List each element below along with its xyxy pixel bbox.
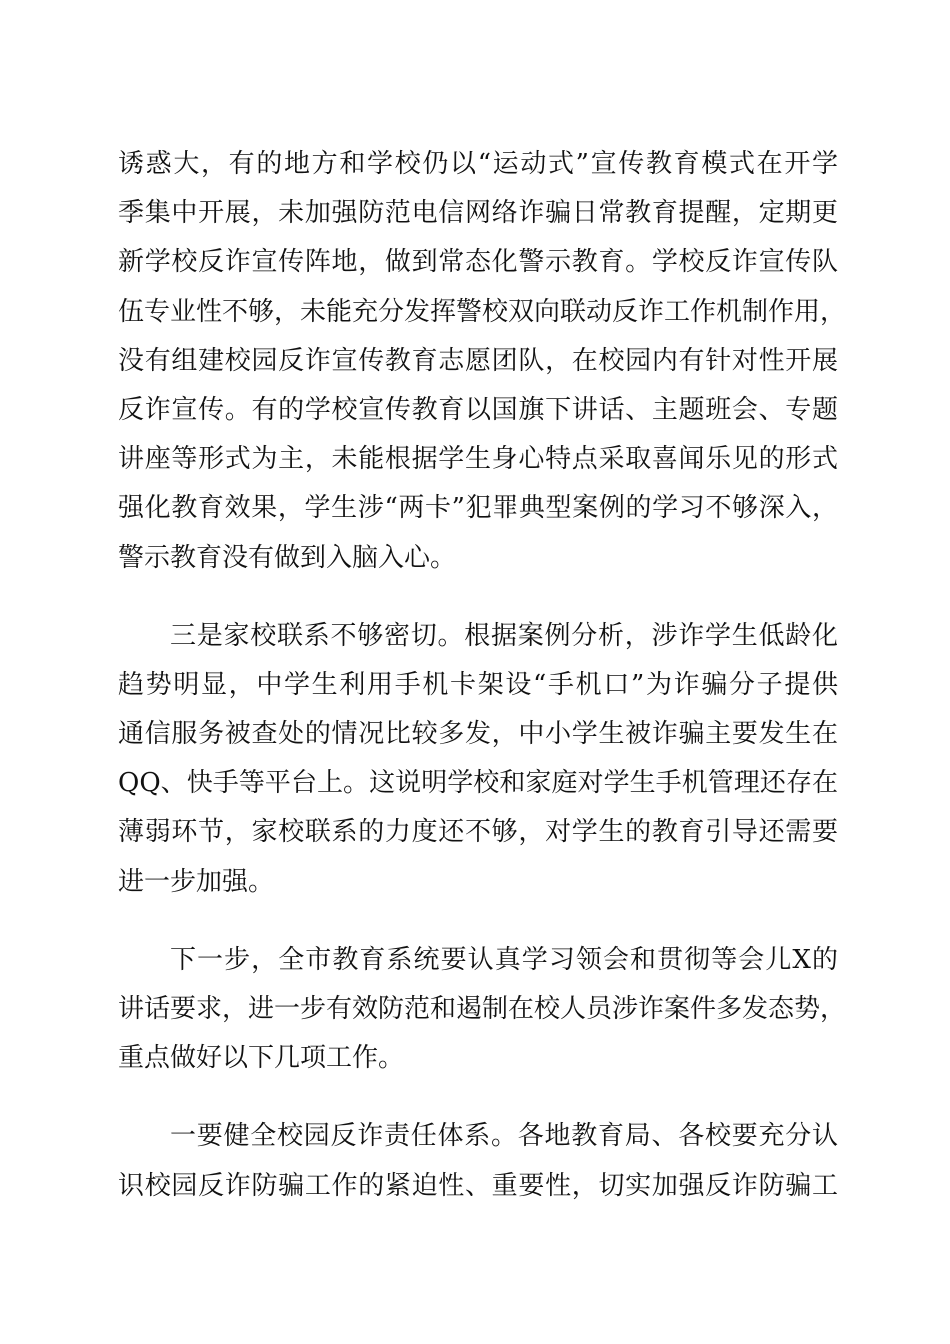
paragraph-line: 没有组建校园反诈宣传教育志愿团队，在校园内有针对性开展 (118, 345, 838, 376)
paragraph-line-first: 一要健全校园反诈责任体系。各地教育局、各校要充分认 (170, 1121, 838, 1152)
paragraph-line: 趋势明显，中学生利用手机卡架设“手机口”为诈骗分子提供 (118, 669, 838, 700)
document-body (118, 140, 847, 1211)
paragraph-line: 讲座等形式为主，未能根据学生身心特点采取喜闻乐见的形式 (118, 444, 838, 475)
paragraph-3 (118, 936, 847, 1084)
paragraph-line-first: 下一步，全市教育系统要认真学习领会和贯彻等会儿X的 (170, 944, 838, 975)
paragraph-line: QQ、快手等平台上。这说明学校和家庭对学生手机管理还存在 (118, 768, 838, 799)
paragraph-spacer (118, 583, 838, 612)
paragraph-1 (118, 140, 847, 583)
paragraph-line: 识校园反诈防骗工作的紧迫性、重要性，切实加强反诈防骗工 (118, 1170, 838, 1201)
paragraph-line: 强化教育效果，学生涉“两卡”犯罪典型案例的学习不够深入， (118, 493, 838, 524)
paragraph-line: 薄弱环节，家校联系的力度还不够，对学生的教育引导还需要 (118, 817, 838, 848)
paragraph-2 (118, 612, 838, 907)
paragraph-spacer (118, 907, 838, 936)
paragraph-line: 诱惑大，有的地方和学校仍以“运动式”宣传教育模式在开学 (118, 149, 838, 179)
paragraph-line-first: 三是家校联系不够密切。根据案例分析，涉诈学生低龄化 (170, 620, 838, 651)
paragraph-line-last: 进一步加强。 (118, 866, 275, 897)
paragraph-line: 季集中开展，未加强防范电信网络诈骗日常教育提醒，定期更 (118, 198, 838, 229)
paragraph-line-last: 警示教育没有做到入脑入心。 (118, 542, 457, 573)
paragraph-4 (118, 1112, 838, 1210)
paragraph-spacer (118, 1083, 838, 1112)
paragraph-line: 反诈宣传。有的学校宣传教育以国旗下讲话、主题班会、专题 (118, 394, 838, 425)
paragraph-line: 新学校反诈宣传阵地，做到常态化警示教育。学校反诈宣传队 (118, 247, 838, 278)
paragraph-line-last: 重点做好以下几项工作。 (118, 1043, 405, 1074)
paragraph-line: 讲话要求，进一步有效防范和遏制在校人员涉诈案件多发态势， (118, 994, 847, 1024)
paragraph-line: 伍专业性不够，未能充分发挥警校双向联动反诈工作机制作用， (118, 296, 847, 327)
paragraph-line: 通信服务被查处的情况比较多发，中小学生被诈骗主要发生在 (118, 719, 838, 750)
